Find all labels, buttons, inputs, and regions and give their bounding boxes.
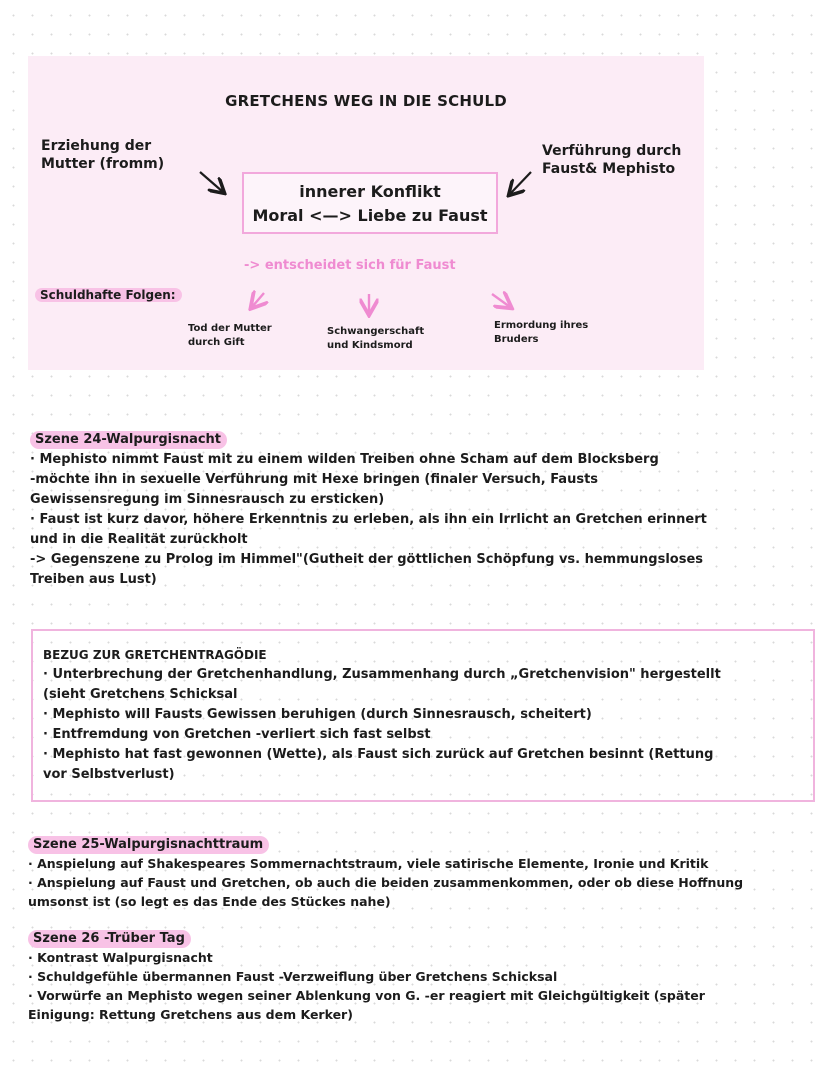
scene-26-line: Einigung: Rettung Gretchens aus dem Kerker) <box>28 1007 353 1022</box>
consequence-2-line-1: Schwangerschaft <box>327 326 425 337</box>
scene-26-heading: Szene 26 -Trüber Tag <box>28 930 191 948</box>
scene-25-line: umsonst ist (so legt es das Ende des Stückes nahe) <box>28 894 391 909</box>
consequence-3-line-2: Bruders <box>494 334 539 345</box>
scene-24-section <box>30 430 707 590</box>
scene-26-line: · Schuldgefühle übermannen Faust -Verzweiflung über Gretchens Schicksal <box>28 969 558 984</box>
reference-line: vor Selbstverlust) <box>43 767 175 782</box>
scene-26-line: · Kontrast Walpurgisnacht <box>28 950 213 965</box>
diagram-arrows <box>28 56 704 370</box>
scene-24-line: und in die Realität zurückholt <box>30 532 248 547</box>
scene-25-heading: Szene 25-Walpurgisnachttraum <box>28 836 269 854</box>
scene-24-line: -> Gegenszene zu Prolog im Himmel"(Gutheit der göttlichen Schöpfung vs. hemmungsloses <box>30 552 704 567</box>
scene-24-line: · Mephisto nimmt Faust mit zu einem wilden Treiben ohne Scham auf dem Blocksberg <box>30 452 659 467</box>
reference-title: BEZUG ZUR GRETCHENTRAGÖDIE <box>43 648 267 662</box>
upbringing-note-line-1: Erziehung der <box>41 138 152 154</box>
scene-24-line: Gewissensregung im Sinnesrausch zu ersticken) <box>30 492 385 507</box>
reference-line: (sieht Gretchens Schicksal <box>43 687 238 702</box>
conflict-title: innerer Konflikt <box>299 182 441 201</box>
scene-24-heading: Szene 24-Walpurgisnacht <box>30 431 227 449</box>
gretchen-tragedy-reference-box <box>31 629 815 802</box>
seduction-note-line-1: Verführung durch <box>542 143 682 159</box>
reference-line: · Entfremdung von Gretchen -verliert sich fast selbst <box>43 727 431 742</box>
scene-24-line: Treiben aus Lust) <box>30 572 157 587</box>
upbringing-note-line-2: Mutter (fromm) <box>41 156 165 172</box>
scene-24-line: -möchte ihn in sexuelle Verführung mit Hexe bringen (finaler Versuch, Fausts <box>30 472 599 487</box>
consequences-label: Schuldhafte Folgen: <box>35 288 182 302</box>
conflict-detail: Moral <—> Liebe zu Faust <box>252 206 488 225</box>
scene-25-section <box>28 834 743 911</box>
scene-25-line: · Anspielung auf Faust und Gretchen, ob auch die beiden zusammenkommen, oder ob diese Hoffnung <box>28 875 744 890</box>
scene-26-line: · Vorwürfe an Mephisto wegen seiner Ablenkung von G. -er reagiert mit Gleichgültigkeit (später <box>28 988 705 1003</box>
seduction-note-line-2: Faust& Mephisto <box>542 161 676 177</box>
diagram-title: GRETCHENS WEG IN DIE SCHULD <box>225 92 507 110</box>
reference-line: · Mephisto hat fast gewonnen (Wette), als Faust sich zurück auf Gretchen besinnt (Rettung <box>43 747 714 762</box>
arrow-to-consequence-3 <box>492 294 510 307</box>
arrow-upbringing-to-conflict <box>200 172 223 192</box>
decision-text: -> entscheidet sich für Faust <box>244 258 456 273</box>
consequence-1-line-2: durch Gift <box>188 337 245 348</box>
reference-line: · Mephisto will Fausts Gewissen beruhigen (durch Sinnesrausch, scheitert) <box>43 707 592 722</box>
consequence-1-line-1: Tod der Mutter <box>188 323 272 334</box>
scene-26-section <box>28 928 705 1024</box>
reference-line: · Unterbrechung der Gretchenhandlung, Zusammenhang durch „Gretchenvision" hergestellt <box>43 667 721 682</box>
arrow-to-consequence-1 <box>252 293 264 307</box>
consequence-2-line-2: und Kindsmord <box>327 340 413 351</box>
scene-24-line: · Faust ist kurz davor, höhere Erkenntnis zu erleben, als ihn ein Irrlicht an Gretchen erinnert <box>30 512 707 527</box>
consequence-3-line-1: Ermordung ihres <box>494 320 589 331</box>
arrow-seduction-to-conflict <box>510 172 531 194</box>
scene-25-line: · Anspielung auf Shakespeares Sommernachtstraum, viele satirische Elemente, Ironie und Kritik <box>28 856 709 871</box>
